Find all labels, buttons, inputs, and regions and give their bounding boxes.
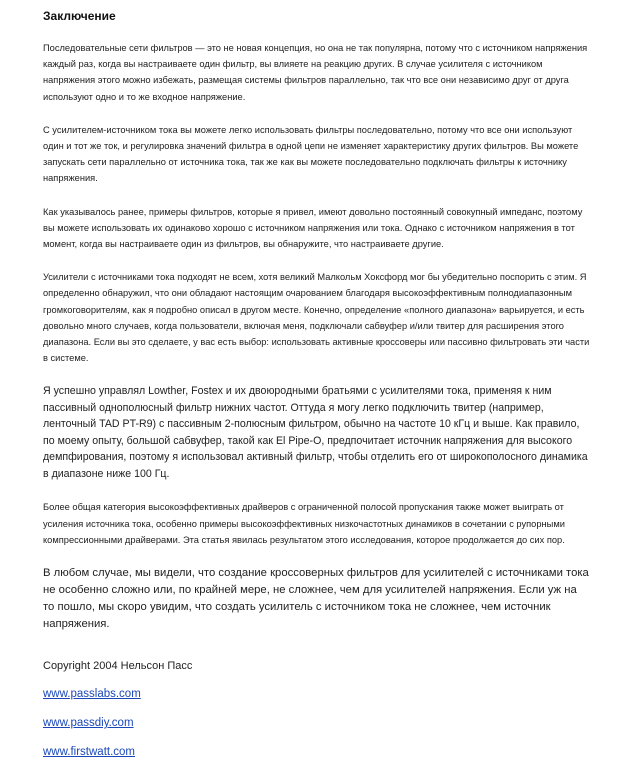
link-firstwatt[interactable]: www.firstwatt.com (43, 746, 136, 759)
paragraph-hawksford: Усилители с источниками тока подходят не всем, хотя великий Малкольм Хоксфорд мог бы убедительно поспорить с этим. Я определенно обнаружил, что они обладают настоящим очарованием благодаря высокоэффективным полнодиапазонным громкоговорителям, как я подробно описал в другом месте. Конечно, определение «полного диапазона» варьируется, и есть довольно много случаев, когда пользователи, включая меня, подключали сабвуфер и/или твитер для расширения этого диапазона. Если вы это сделаете, у вас есть выбор: использовать активные кроссоверы или пассивно фильтровать эти части в системе. (43, 272, 590, 364)
link-passlabs[interactable]: www.passlabs.com (43, 688, 141, 701)
paragraph-lowther-fostex: Я успешно управлял Lowther, Fostex и их двоюродными братьями с усилителями тока, применяя к ним пассивный однополюсный фильтр нижних частот. Оттуда я могу легко подключить твитер (например, ленточный TAD PT-R9) с пассивным 2-полюсным фильтром, обычно на частоте 10 кГц и выше. Как правило, по моему опыту, большой сабвуфер, такой как El Pipe-O, предпочитает источник напряжения для высокого демпфирования, поэтому я использовал активный фильтр, чтобы отделить его от широкополосного динамика в диапазоне ниже 100 Гц. (43, 385, 588, 480)
copyright-text: Copyright 2004 Нельсон Пасс (43, 660, 193, 673)
paragraph-impedance: Как указывалось ранее, примеры фильтров, которые я привел, имеют довольно постоянный совокупный импеданс, поэтому вы можете использовать их одинаково хорошо с источником напряжения или тока. Однако с источником напряжения в тот момент, когда вы настраиваете один из фильтров, вы обнаружите, что настраиваете другие. (43, 206, 583, 250)
paragraph-current-source-series: С усилителем-источником тока вы можете легко использовать фильтры последовательно, потому что все они используют один и тот же ток, и регулировка значений фильтра в одной цепи не изменяет характеристику других фильтров. Вы можете запускать сети параллельно от источника тока, так же как вы можете последовательно подключать фильтры к источнику напряжения. (43, 124, 579, 184)
article (43, 8, 591, 773)
paragraph-conclusion: В любом случае, мы видели, что создание кроссоверных фильтров для усилителей с источниками тока не особенно сложно или, по крайней мере, не сложнее, чем для усилителей напряжения. Если уж на то пошло, мы скоро увидим, что создать усилитель с источником тока не сложнее, чем источник напряжения. (43, 567, 589, 631)
section-heading: Заключение (43, 9, 116, 23)
paragraph-series-filters: Последовательные сети фильтров — это не новая концепция, но она не так популярна, потому что с источником напряжения каждый раз, когда вы настраиваете один фильтр, вы влияете на реакцию других. В случае усилителя с источником напряжения этого можно избежать, размещая системы фильтров параллельно, так что все они независимо друг от друга используют одно и то же входное напряжение. (43, 43, 588, 102)
link-passdiy[interactable]: www.passdiy.com (43, 717, 134, 730)
paragraph-limited-bandwidth: Более общая категория высокоэффективных драйверов с ограниченной полосой пропускания также может выиграть от усиления источника тока, особенно примеры высокоэффективных низкочастотных динамиков в сочетании с рупорными компрессионными драйверами. Эта статья явилась результатом этого исследования, которое продолжается до сих пор. (43, 502, 565, 545)
